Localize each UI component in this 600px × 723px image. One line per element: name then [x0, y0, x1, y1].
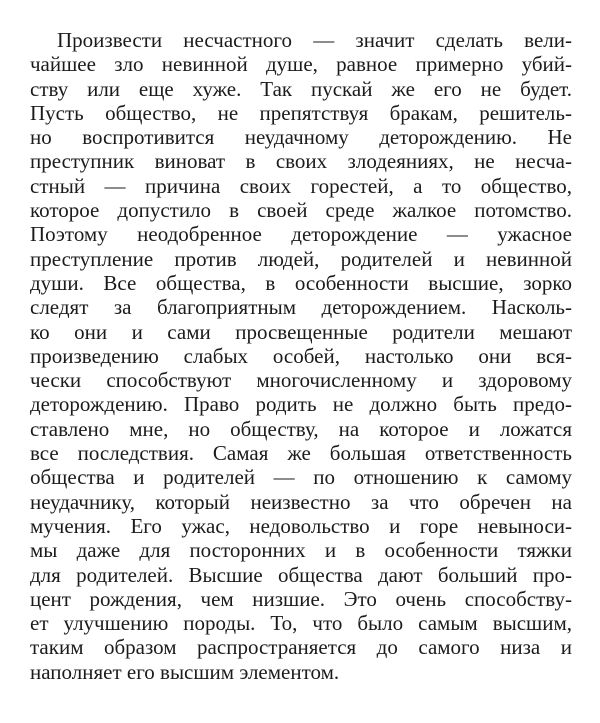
text-line: общества и родителей — по отношению к самому — [30, 465, 572, 490]
text-line: ству или еще хуже. Так пускай же его не будет. — [30, 76, 572, 101]
text-line: Пусть общество, не препятствуя бракам, решитель- — [30, 100, 572, 125]
text-line: цент рождения, чем низшие. Это очень способству- — [30, 586, 572, 611]
text-line: чайшее зло невинной душе, равное примерно убий- — [30, 52, 572, 77]
text-line: все последствия. Самая же большая ответственность — [30, 441, 572, 466]
paragraph — [30, 28, 572, 684]
text-line: но воспротивится неудачному деторождению. Не — [30, 125, 572, 150]
text-line: таким образом распространяется до самого низа и — [30, 635, 572, 660]
text-line: ко они и сами просвещенные родители мешают — [30, 319, 572, 344]
text-line: чески способствуют многочисленному и здоровому — [30, 368, 572, 393]
text-line: ет улучшению породы. То, что было самым высшим, — [30, 611, 572, 636]
text-line: души. Все общества, в особенности высшие, зорко — [30, 270, 572, 295]
text-line: следят за благоприятным деторождением. Насколь- — [30, 295, 572, 320]
text-line: Поэтому неодобренное деторождение — ужасное — [30, 222, 572, 247]
text-line: которое допустило в своей среде жалкое потомство. — [30, 198, 572, 223]
text-line: мучения. Его ужас, недовольство и горе невыноси- — [30, 513, 572, 538]
text-line: Произвести несчастного — значит сделать вели- — [57, 28, 572, 52]
text-line: для родителей. Высшие общества дают больший про- — [30, 562, 572, 587]
text-line: неудачнику, который неизвестно за что обречен на — [30, 489, 572, 514]
text-line: преступление против людей, родителей и невинной — [30, 246, 572, 271]
text-line: наполняет его высшим элементом. — [30, 659, 340, 684]
text-line: преступник виноват в своих злодеяниях, не несча- — [30, 149, 572, 174]
text-line: мы даже для посторонних и в особенности тяжки — [30, 538, 572, 563]
text-line: произведению слабых особей, настолько они вся- — [30, 343, 572, 368]
text-line: ставлено мне, но обществу, на которое и ложатся — [30, 416, 572, 441]
text-line: деторождению. Право родить не должно быть предо- — [30, 392, 572, 417]
text-line: стный — причина своих горестей, а то общество, — [30, 173, 572, 198]
